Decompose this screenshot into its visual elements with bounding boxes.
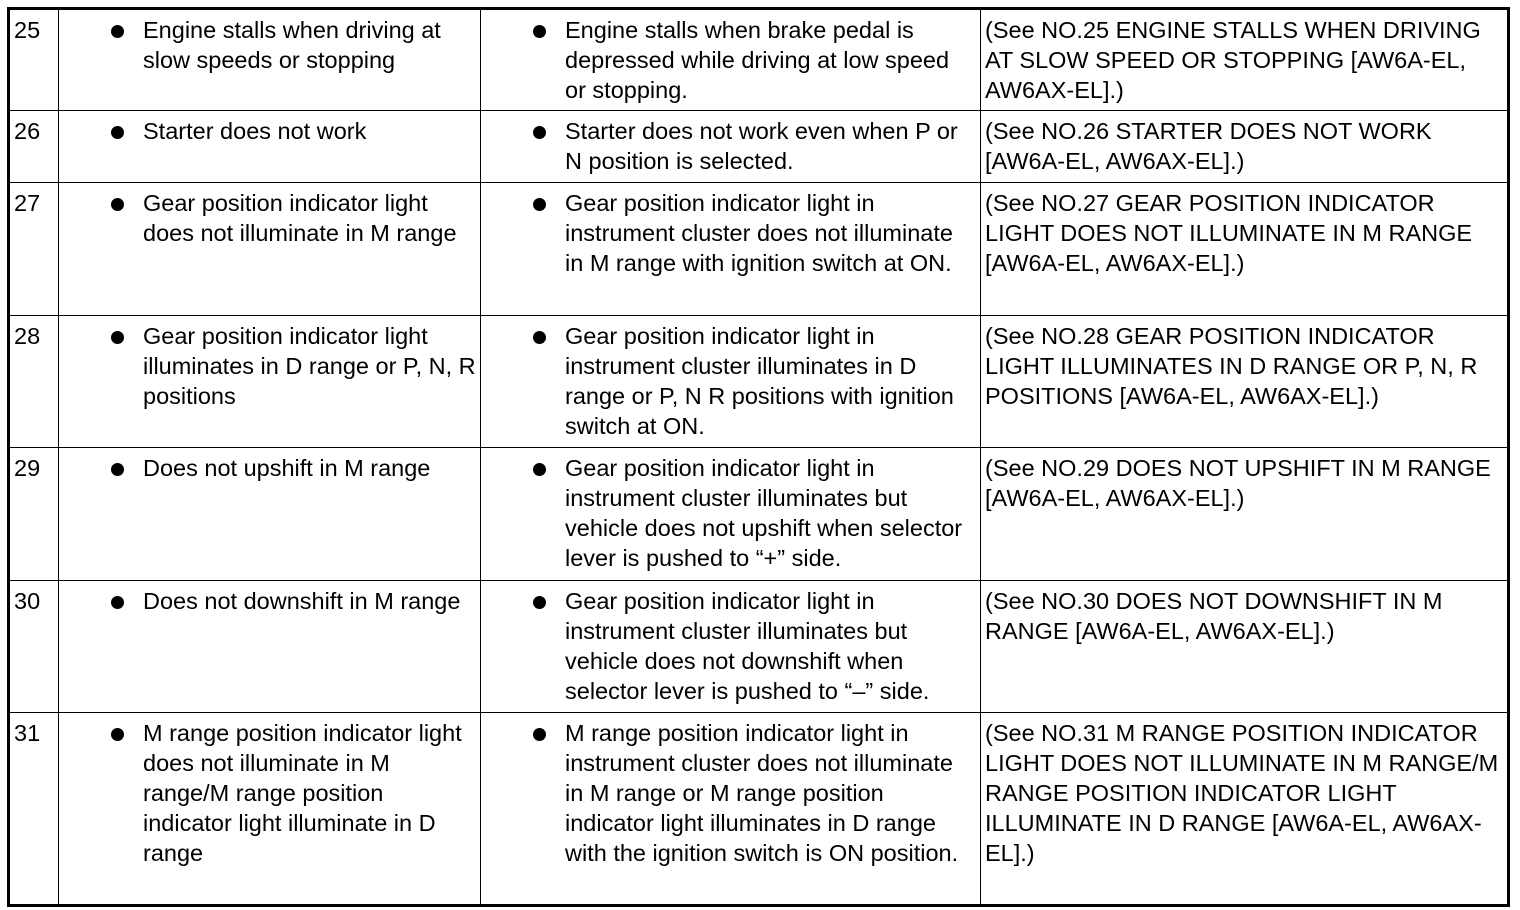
symptom-cell [59,183,481,316]
row-number: 26 [9,111,59,183]
row-number: 30 [9,581,59,713]
reference-cell: (See NO.27 GEAR POSITION INDICATOR LIGHT DOES NOT ILLUMINATE IN M RANGE [AW6A-EL, AW6AX-EL].) [981,183,1509,316]
bullet-icon [533,728,546,741]
condition-text: M range position indicator light in instrument cluster does not illuminate in M range or M range position indicator light illuminates in D range with the ignition switch is ON position. [565,720,959,866]
table-row [9,9,1509,111]
bullet-icon [111,331,124,344]
symptom-text: Gear position indicator light does not illuminate in M range [143,190,457,246]
condition-cell [481,316,981,448]
symptom-text: Does not upshift in M range [143,455,431,481]
symptom-cell [59,9,481,111]
row-number: 31 [9,713,59,906]
symptom-cell [59,111,481,183]
symptom-cell [59,713,481,906]
symptom-text: M range position indicator light does not illuminate in M range/M range position indicator light illuminate in D range [143,720,462,866]
row-number: 28 [9,316,59,448]
reference-cell: (See NO.31 M RANGE POSITION INDICATOR LIGHT DOES NOT ILLUMINATE IN M RANGE/M RANGE POSITION INDICATOR LIGHT ILLUMINATE IN D RANGE [AW6A-EL, AW6AX-EL].) [981,713,1509,906]
symptom-text: Starter does not work [143,118,367,144]
row-number: 29 [9,448,59,581]
bullet-icon [533,331,546,344]
reference-cell: (See NO.30 DOES NOT DOWNSHIFT IN M RANGE [AW6A-EL, AW6AX-EL].) [981,581,1509,713]
symptom-cell [59,316,481,448]
table-row [9,713,1509,906]
reference-cell: (See NO.28 GEAR POSITION INDICATOR LIGHT ILLUMINATES IN D RANGE OR P, N, R POSITIONS [AW6A-EL, AW6AX-EL].) [981,316,1509,448]
table-row [9,448,1509,581]
bullet-icon [533,596,546,609]
reference-cell: (See NO.26 STARTER DOES NOT WORK [AW6A-EL, AW6AX-EL].) [981,111,1509,183]
table-row [9,183,1509,316]
bullet-icon [111,198,124,211]
condition-cell [481,713,981,906]
bullet-icon [533,198,546,211]
bullet-icon [533,126,546,139]
condition-cell [481,448,981,581]
condition-text: Starter does not work even when P or N position is selected. [565,118,958,174]
bullet-icon [533,463,546,476]
troubleshooting-table [7,7,1510,907]
symptom-cell [59,448,481,581]
row-number: 27 [9,183,59,316]
symptom-cell [59,581,481,713]
symptom-text: Gear position indicator light illuminates in D range or P, N, R positions [143,323,476,409]
symptom-text: Engine stalls when driving at slow speeds or stopping [143,17,441,73]
condition-text: Gear position indicator light in instrument cluster illuminates but vehicle does not upshift when selector lever is pushed to “+” side. [565,455,963,571]
bullet-icon [111,126,124,139]
row-number: 25 [9,9,59,111]
condition-text: Gear position indicator light in instrument cluster illuminates but vehicle does not downshift when selector lever is pushed to “–” side. [565,588,930,704]
bullet-icon [111,728,124,741]
symptom-text: Does not downshift in M range [143,588,461,614]
bullet-icon [111,596,124,609]
bullet-icon [111,25,124,38]
bullet-icon [111,463,124,476]
condition-text: Gear position indicator light in instrument cluster illuminates in D range or P, N R positions with ignition switch at ON. [565,323,954,439]
table-row [9,581,1509,713]
bullet-icon [533,25,546,38]
reference-cell: (See NO.25 ENGINE STALLS WHEN DRIVING AT SLOW SPEED OR STOPPING [AW6A-EL, AW6AX-EL].) [981,9,1509,111]
table-row [9,316,1509,448]
condition-text: Gear position indicator light in instrument cluster does not illuminate in M range with ignition switch at ON. [565,190,953,276]
condition-cell [481,581,981,713]
condition-cell [481,111,981,183]
table-row [9,111,1509,183]
condition-cell [481,183,981,316]
reference-cell: (See NO.29 DOES NOT UPSHIFT IN M RANGE [AW6A-EL, AW6AX-EL].) [981,448,1509,581]
condition-text: Engine stalls when brake pedal is depressed while driving at low speed or stopping. [565,17,950,103]
condition-cell [481,9,981,111]
